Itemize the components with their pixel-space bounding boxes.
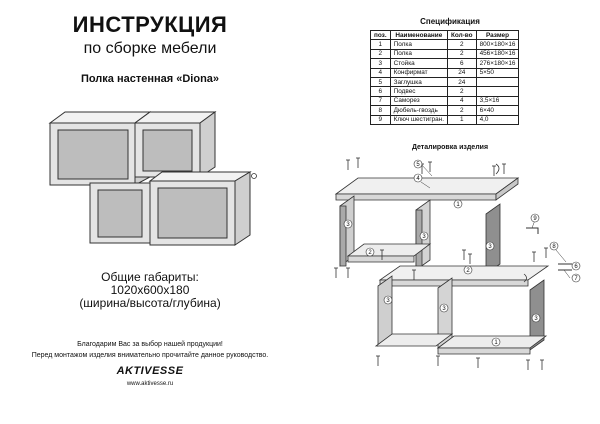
hanger-icon	[496, 164, 499, 174]
svg-text:6: 6	[574, 264, 578, 270]
specification-table	[370, 30, 519, 125]
table-row	[371, 49, 519, 58]
cell-name: Конфирмат	[390, 68, 447, 77]
cell-pos: 8	[371, 106, 391, 115]
cell-qty: 24	[447, 77, 476, 86]
svg-text:2: 2	[466, 268, 470, 274]
col-header-name: Наименование	[390, 31, 447, 40]
cell-pos: 2	[371, 49, 391, 58]
callout-9	[531, 214, 539, 222]
stand-part	[486, 204, 500, 274]
specification-title: Спецификация	[420, 17, 480, 26]
svg-text:3: 3	[488, 244, 492, 250]
thanks-line-1: Благодарим Вас за выбор нашей продукции!	[77, 341, 223, 348]
table-row	[371, 59, 519, 68]
thanks-line-2: Перед монтажом изделия внимательно прочитайте данное руководство.	[31, 352, 269, 359]
callout-3	[440, 304, 448, 312]
cell-size: 800×180×16	[476, 40, 519, 49]
callout-3	[420, 232, 428, 240]
shelf-part	[380, 266, 548, 280]
col-header-size: Размер	[476, 31, 519, 40]
shelf-illustration	[40, 105, 270, 255]
table-row	[371, 87, 519, 96]
callout-1	[492, 338, 500, 346]
svg-text:3: 3	[534, 316, 538, 322]
exploded-diagram	[318, 152, 588, 384]
cell-name: Заглушка	[390, 77, 447, 86]
hex-key-icon	[526, 228, 538, 234]
svg-text:3: 3	[442, 306, 446, 312]
dimensions-label: Общие габариты:	[101, 270, 199, 284]
callout-6	[572, 262, 580, 270]
product-name: Полка настенная «Diona»	[80, 73, 220, 85]
cell-qty: 4	[447, 96, 476, 105]
table-row	[371, 77, 519, 86]
callout-1	[454, 200, 462, 208]
page-title: ИНСТРУКЦИЯ	[72, 12, 228, 37]
cell-size: 3,5×16	[476, 96, 519, 105]
cell-size	[476, 87, 519, 96]
hanger-icon	[252, 174, 257, 179]
cell-pos: 7	[371, 96, 391, 105]
page-subtitle: по сборке мебели	[83, 40, 217, 57]
cell-name: Полка	[390, 40, 447, 49]
callout-2	[464, 266, 472, 274]
callout-5	[414, 160, 422, 168]
svg-text:5: 5	[416, 162, 420, 168]
cell-qty: 2	[447, 49, 476, 58]
cell-qty: 2	[447, 106, 476, 115]
svg-text:1: 1	[456, 202, 460, 208]
cell-pos: 1	[371, 40, 391, 49]
col-header-qty: Кол-во	[447, 31, 476, 40]
cell-pos: 3	[371, 59, 391, 68]
website-link[interactable]: www.aktivesse.ru	[126, 381, 174, 387]
svg-text:9: 9	[533, 216, 537, 222]
cell-pos: 5	[371, 77, 391, 86]
svg-text:3: 3	[346, 222, 350, 228]
cell-size: 4,0	[476, 115, 519, 124]
detail-title: Деталировка изделия	[411, 144, 489, 151]
dimensions-value: 1020x600x180	[110, 283, 190, 297]
callout-3	[486, 242, 494, 250]
overall-dimensions	[0, 271, 300, 310]
col-header-pos: поз.	[371, 31, 391, 40]
callout-7	[572, 274, 580, 282]
table-row	[371, 106, 519, 115]
table-row	[371, 40, 519, 49]
cell-qty: 1	[447, 115, 476, 124]
callout-2	[366, 248, 374, 256]
brand-logo: AKTIVESSE	[116, 365, 184, 377]
cell-name: Полка	[390, 49, 447, 58]
cell-pos: 9	[371, 115, 391, 124]
cell-qty: 24	[447, 68, 476, 77]
svg-text:1: 1	[494, 340, 498, 346]
cell-name: Подвес	[390, 87, 447, 96]
callout-3	[384, 296, 392, 304]
svg-text:3: 3	[422, 234, 426, 240]
cell-qty: 6	[447, 59, 476, 68]
table-row	[371, 115, 519, 124]
svg-text:2: 2	[368, 250, 372, 256]
cell-qty: 2	[447, 87, 476, 96]
cell-name: Стойка	[390, 59, 447, 68]
cell-size: 6×40	[476, 106, 519, 115]
cell-qty: 2	[447, 40, 476, 49]
cell-size	[476, 77, 519, 86]
cell-size: 276×180×16	[476, 59, 519, 68]
cell-size: 456×180×16	[476, 49, 519, 58]
cell-name: Ключ шестигран.	[390, 115, 447, 124]
svg-text:8: 8	[552, 244, 556, 250]
callout-8	[550, 242, 558, 250]
cell-size: 5×50	[476, 68, 519, 77]
svg-text:3: 3	[386, 298, 390, 304]
thanks-text	[0, 339, 300, 361]
table-row	[371, 68, 519, 77]
dimensions-note: (ширина/высота/глубина)	[79, 296, 221, 310]
table-header-row	[371, 31, 519, 40]
cell-pos: 6	[371, 87, 391, 96]
callout-3	[344, 220, 352, 228]
cell-name: Дюбель-гвоздь	[390, 106, 447, 115]
svg-text:4: 4	[416, 176, 420, 182]
cell-pos: 4	[371, 68, 391, 77]
cell-name: Саморез	[390, 96, 447, 105]
svg-text:7: 7	[574, 276, 578, 282]
callout-4	[414, 174, 422, 182]
table-row	[371, 96, 519, 105]
callout-3	[532, 314, 540, 322]
